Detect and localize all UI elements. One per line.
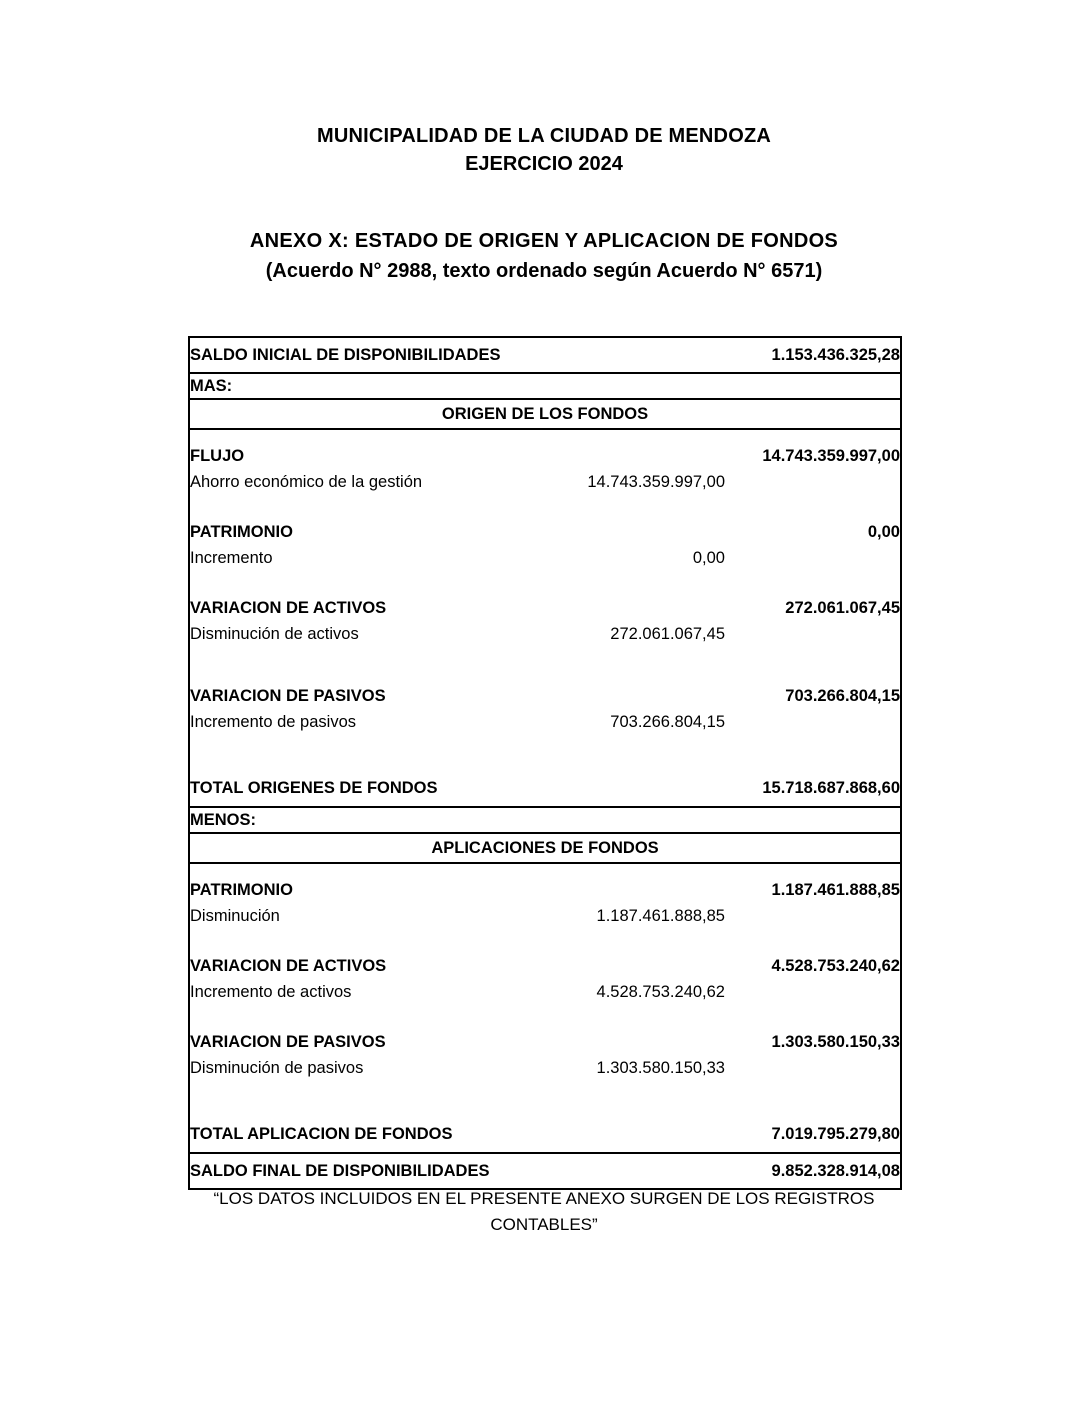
spacer-mid [549,735,725,771]
spacer-row [189,429,901,443]
spacer-mid [549,1005,725,1029]
spacer-left [189,1081,549,1117]
origen-1-title-spacer [549,519,725,545]
spacer-row [189,863,901,877]
origen-0-detail-value: 14.743.359.997,00 [587,472,725,491]
document-header [0,0,1088,178]
origen-3-detail-label: Incremento de pasivos [189,709,549,735]
origen-0-title-spacer [549,443,725,469]
origen-0-total: 14.743.359.997,00 [725,443,901,469]
annex-reference: (Acuerdo N° 2988, texto ordenado según Acuerdo N° 6571) [265,260,823,282]
spacer-row [189,495,901,519]
table-row-section-title [189,443,901,469]
annex-subtitle [0,226,1088,286]
table-row-section-title [189,595,901,621]
origen-1-detail-label: Incremento [189,545,549,571]
origen-2-detail-spacer [725,621,901,647]
origen-2-detail-label: Disminución de activos [189,621,549,647]
mas-spacer-right [725,373,901,399]
aplicacion-0-detail-value: 1.187.461.888,85 [596,906,725,925]
mas-spacer-mid [549,373,725,399]
table-row-detail [189,1055,901,1081]
origen-0-title: FLUJO [189,443,549,469]
aplicacion-0-detail-label: Disminución [189,903,549,929]
saldo-inicial-value: 1.153.436.325,28 [725,337,901,373]
origen-1-detail-spacer [725,545,901,571]
aplicacion-2-detail-label: Disminución de pasivos [189,1055,549,1081]
origen-1-title: PATRIMONIO [189,519,549,545]
table-row-detail [189,545,901,571]
spacer-left [189,735,549,771]
annex-title: ANEXO X: ESTADO DE ORIGEN Y APLICACION DE FONDOS [249,230,839,252]
total-aplicacion-label: TOTAL APLICACION DE FONDOS [189,1117,549,1153]
aplicacion-0-detail-spacer [725,903,901,929]
spacer-right [725,1081,901,1117]
total-aplicacion-value: 7.019.795.279,80 [725,1117,901,1153]
origen-2-title-spacer [549,595,725,621]
spacer-left [189,571,549,595]
origen-0-detail-spacer [725,469,901,495]
exercise-year: EJERCICIO 2024 [465,153,623,175]
spacer-left [189,429,549,443]
aplicacion-2-title-spacer [549,1029,725,1055]
aplicacion-2-detail-value: 1.303.580.150,33 [596,1058,725,1077]
origen-1-detail-value: 0,00 [692,548,725,567]
total-aplicacion-spacer [549,1117,725,1153]
table-row-detail [189,709,901,735]
aplicacion-2-total: 1.303.580.150,33 [725,1029,901,1055]
spacer-right [725,929,901,953]
table-row-mas [189,373,901,399]
spacer-left [189,929,549,953]
saldo-final-label: SALDO FINAL DE DISPONIBILIDADES [189,1153,549,1189]
spacer-left [189,863,549,877]
aplicacion-0-total: 1.187.461.888,85 [725,877,901,903]
table-row-detail [189,903,901,929]
origen-2-title: VARIACION DE ACTIVOS [189,595,549,621]
spacer-right [725,1005,901,1029]
spacer-mid [549,495,725,519]
footnote-line-1: “LOS DATOS INCLUIDOS EN EL PRESENTE ANEXO SURGEN DE LOS REGISTROS [213,1189,875,1208]
origen-banner-label: ORIGEN DE LOS FONDOS [189,399,901,429]
table-row-section-title [189,877,901,903]
aplicacion-0-title: PATRIMONIO [189,877,549,903]
table-row-saldo-inicial [189,337,901,373]
origen-3-detail-value: 703.266.804,15 [610,712,725,731]
table-row-saldo-final [189,1153,901,1189]
spacer-row [189,929,901,953]
aplicacion-2-title: VARIACION DE PASIVOS [189,1029,549,1055]
spacer-mid [549,647,725,683]
spacer-right [725,647,901,683]
origen-3-total: 703.266.804,15 [725,683,901,709]
spacer-mid [549,929,725,953]
organization-title: MUNICIPALIDAD DE LA CIUDAD DE MENDOZA [316,125,772,147]
spacer-right [725,863,901,877]
table-row-section-title [189,519,901,545]
table-row-origen-banner [189,399,901,429]
spacer-row [189,735,901,771]
fund-statement-table-wrapper [188,336,900,1190]
footnote [0,1186,1088,1238]
spacer-left [189,1005,549,1029]
spacer-mid [549,429,725,443]
spacer-row [189,571,901,595]
fund-statement-table [188,336,902,1190]
table-row-menos [189,807,901,833]
origen-1-total: 0,00 [725,519,901,545]
saldo-inicial-label: SALDO INICIAL DE DISPONIBILIDADES [189,337,549,373]
origen-0-detail-label: Ahorro económico de la gestión [189,469,549,495]
aplicacion-1-detail-value: 4.528.753.240,62 [596,982,725,1001]
spacer-right [725,429,901,443]
table-row-section-title [189,1029,901,1055]
table-row-detail [189,621,901,647]
saldo-inicial-spacer [549,337,725,373]
spacer-mid [549,571,725,595]
mas-label: MAS: [189,373,549,399]
spacer-right [725,571,901,595]
table-row-total-origenes [189,771,901,807]
table-row-section-title [189,953,901,979]
table-row-detail [189,979,901,1005]
spacer-row [189,1005,901,1029]
menos-spacer-mid [549,807,725,833]
aplicacion-1-title: VARIACION DE ACTIVOS [189,953,549,979]
aplicaciones-banner-label: APLICACIONES DE FONDOS [189,833,901,863]
menos-label: MENOS: [189,807,549,833]
aplicacion-1-total: 4.528.753.240,62 [725,953,901,979]
table-row-total-aplicacion [189,1117,901,1153]
spacer-right [725,495,901,519]
spacer-mid [549,1081,725,1117]
origen-2-detail-value: 272.061.067,45 [610,624,725,643]
spacer-row [189,1081,901,1117]
origen-3-title: VARIACION DE PASIVOS [189,683,549,709]
spacer-mid [549,863,725,877]
spacer-right [725,735,901,771]
saldo-final-spacer [549,1153,725,1189]
aplicacion-1-title-spacer [549,953,725,979]
origen-2-total: 272.061.067,45 [725,595,901,621]
table-row-aplicaciones-banner [189,833,901,863]
table-row-detail [189,469,901,495]
total-origenes-spacer [549,771,725,807]
spacer-left [189,495,549,519]
aplicacion-1-detail-label: Incremento de activos [189,979,549,1005]
aplicacion-1-detail-spacer [725,979,901,1005]
saldo-final-value: 9.852.328.914,08 [725,1153,901,1189]
total-origenes-value: 15.718.687.868,60 [725,771,901,807]
footnote-line-2: CONTABLES” [490,1215,598,1234]
total-origenes-label: TOTAL ORIGENES DE FONDOS [189,771,549,807]
spacer-left [189,647,549,683]
origen-3-detail-spacer [725,709,901,735]
aplicacion-0-title-spacer [549,877,725,903]
aplicacion-2-detail-spacer [725,1055,901,1081]
origen-3-title-spacer [549,683,725,709]
table-row-section-title [189,683,901,709]
menos-spacer-right [725,807,901,833]
spacer-row [189,647,901,683]
